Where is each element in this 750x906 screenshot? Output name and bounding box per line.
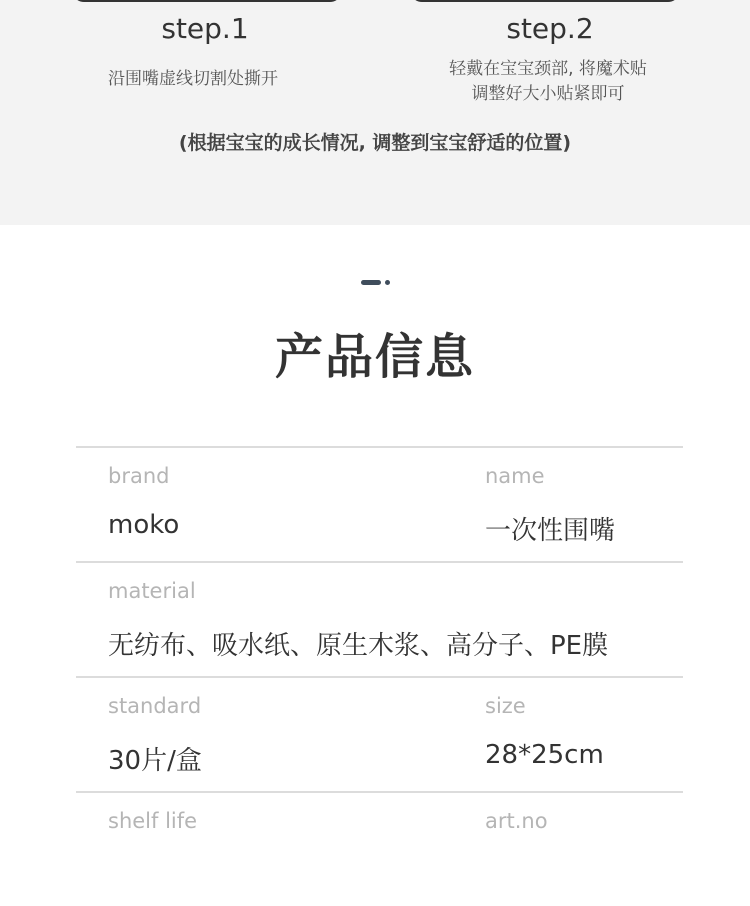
section-title: 产品信息	[274, 329, 475, 385]
product-info-table	[76, 446, 683, 906]
field-value: moko	[108, 510, 180, 540]
field-value: 30片/盒	[108, 746, 202, 776]
step-2-title: step.2	[506, 12, 594, 45]
step-2-image-frame	[410, 0, 680, 2]
step-1-title: step.1	[161, 12, 249, 45]
step-2-desc-line: 轻戴在宝宝颈部, 将魔术贴	[449, 59, 647, 79]
step-1-description	[33, 67, 353, 92]
field-label: material	[108, 579, 196, 603]
step-1-image-frame	[72, 0, 342, 2]
info-row	[76, 791, 683, 906]
section-divider-dot	[385, 280, 390, 285]
info-row	[76, 446, 683, 561]
usage-steps-panel	[0, 0, 750, 225]
section-divider-dash	[361, 280, 381, 285]
field-label: name	[485, 464, 545, 488]
field-value: 无纺布、吸水纸、原生木浆、高分子、PE膜	[108, 631, 609, 661]
usage-note: (根据宝宝的成长情况, 调整到宝宝舒适的位置)	[178, 132, 572, 154]
field-label: brand	[108, 464, 170, 488]
field-label: art.no	[485, 809, 548, 833]
step-2-description	[388, 57, 708, 107]
field-label: standard	[108, 694, 202, 718]
field-value: 28*25cm	[485, 740, 604, 770]
field-value: 一次性围嘴	[485, 516, 616, 546]
step-2-desc-line: 调整好大小贴紧即可	[471, 84, 625, 104]
info-row	[76, 676, 683, 791]
step-1-desc-line: 沿围嘴虚线切割处撕开	[108, 69, 278, 89]
info-row	[76, 561, 683, 676]
field-label: shelf life	[108, 809, 198, 833]
field-label: size	[485, 694, 526, 718]
